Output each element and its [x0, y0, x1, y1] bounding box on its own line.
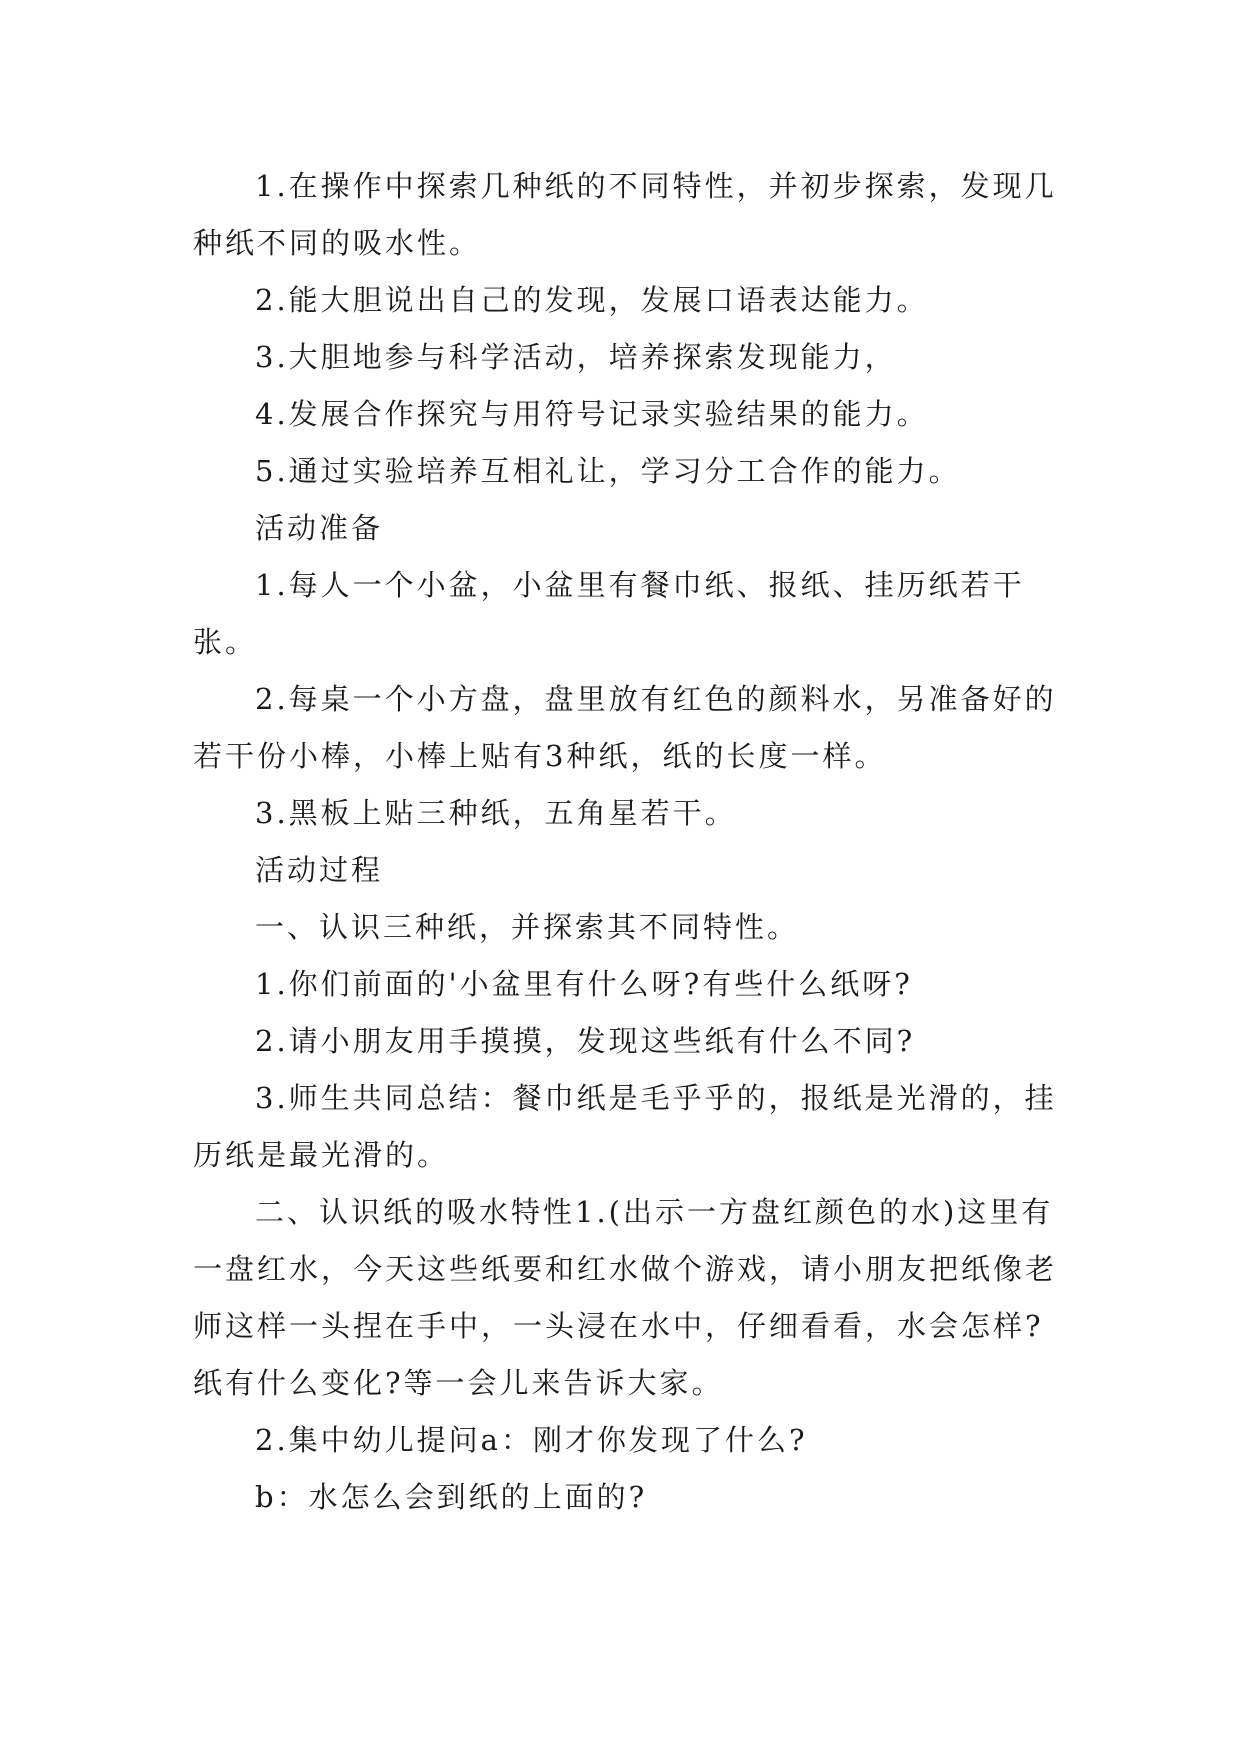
paragraph-step-2: 二、认识纸的吸水特性1.(出示一方盘红颜色的水)这里有一盘红水，今天这些纸要和红水做个游戏，请小朋友把纸像老师这样一头捏在手中，一头浸在水中，仔细看看，水会怎样?纸有什么变化?等一会儿来告诉大家。	[193, 1195, 1058, 1400]
paragraph-step-1-3: 3.师生共同总结：餐巾纸是毛乎乎的，报纸是光滑的，挂历纸是最光滑的。	[193, 1081, 1057, 1172]
paragraph-prep-1: 1.每人一个小盆，小盆里有餐巾纸、报纸、挂历纸若干张。	[193, 568, 1025, 659]
paragraph-goal-3: 3.大胆地参与科学活动，培养探索发现能力，	[255, 340, 897, 374]
paragraph-goal-1: 1.在操作中探索几种纸的不同特性，并初步探索，发现几种纸不同的吸水性。	[193, 169, 1057, 260]
paragraph-prep-3: 3.黑板上贴三种纸，五角星若干。	[255, 796, 737, 830]
section-heading-prep: 活动准备	[255, 511, 384, 545]
paragraph-goal-5: 5.通过实验培养互相礼让，学习分工合作的能力。	[255, 454, 961, 488]
section-heading-process: 活动过程	[255, 853, 384, 887]
paragraph-step-1: 一、认识三种纸，并探索其不同特性。	[255, 910, 800, 944]
paragraph-step-2-2: 2.集中幼儿提问a：刚才你发现了什么?	[255, 1423, 808, 1457]
paragraph-goal-2: 2.能大胆说出自己的发现，发展口语表达能力。	[255, 283, 929, 317]
paragraph-step-1-1: 1.你们前面的'小盆里有什么呀?有些什么纸呀?	[255, 967, 913, 1001]
paragraph-step-2-b: b：水怎么会到纸的上面的?	[255, 1480, 648, 1514]
paragraph-goal-4: 4.发展合作探究与用符号记录实验结果的能力。	[255, 397, 929, 431]
paragraph-step-1-2: 2.请小朋友用手摸摸，发现这些纸有什么不同?	[255, 1024, 916, 1058]
paragraph-prep-2: 2.每桌一个小方盘，盘里放有红色的颜料水，另准备好的若干份小棒，小棒上贴有3种纸，纸的长度一样。	[193, 682, 1057, 773]
document-body	[193, 158, 1073, 1526]
